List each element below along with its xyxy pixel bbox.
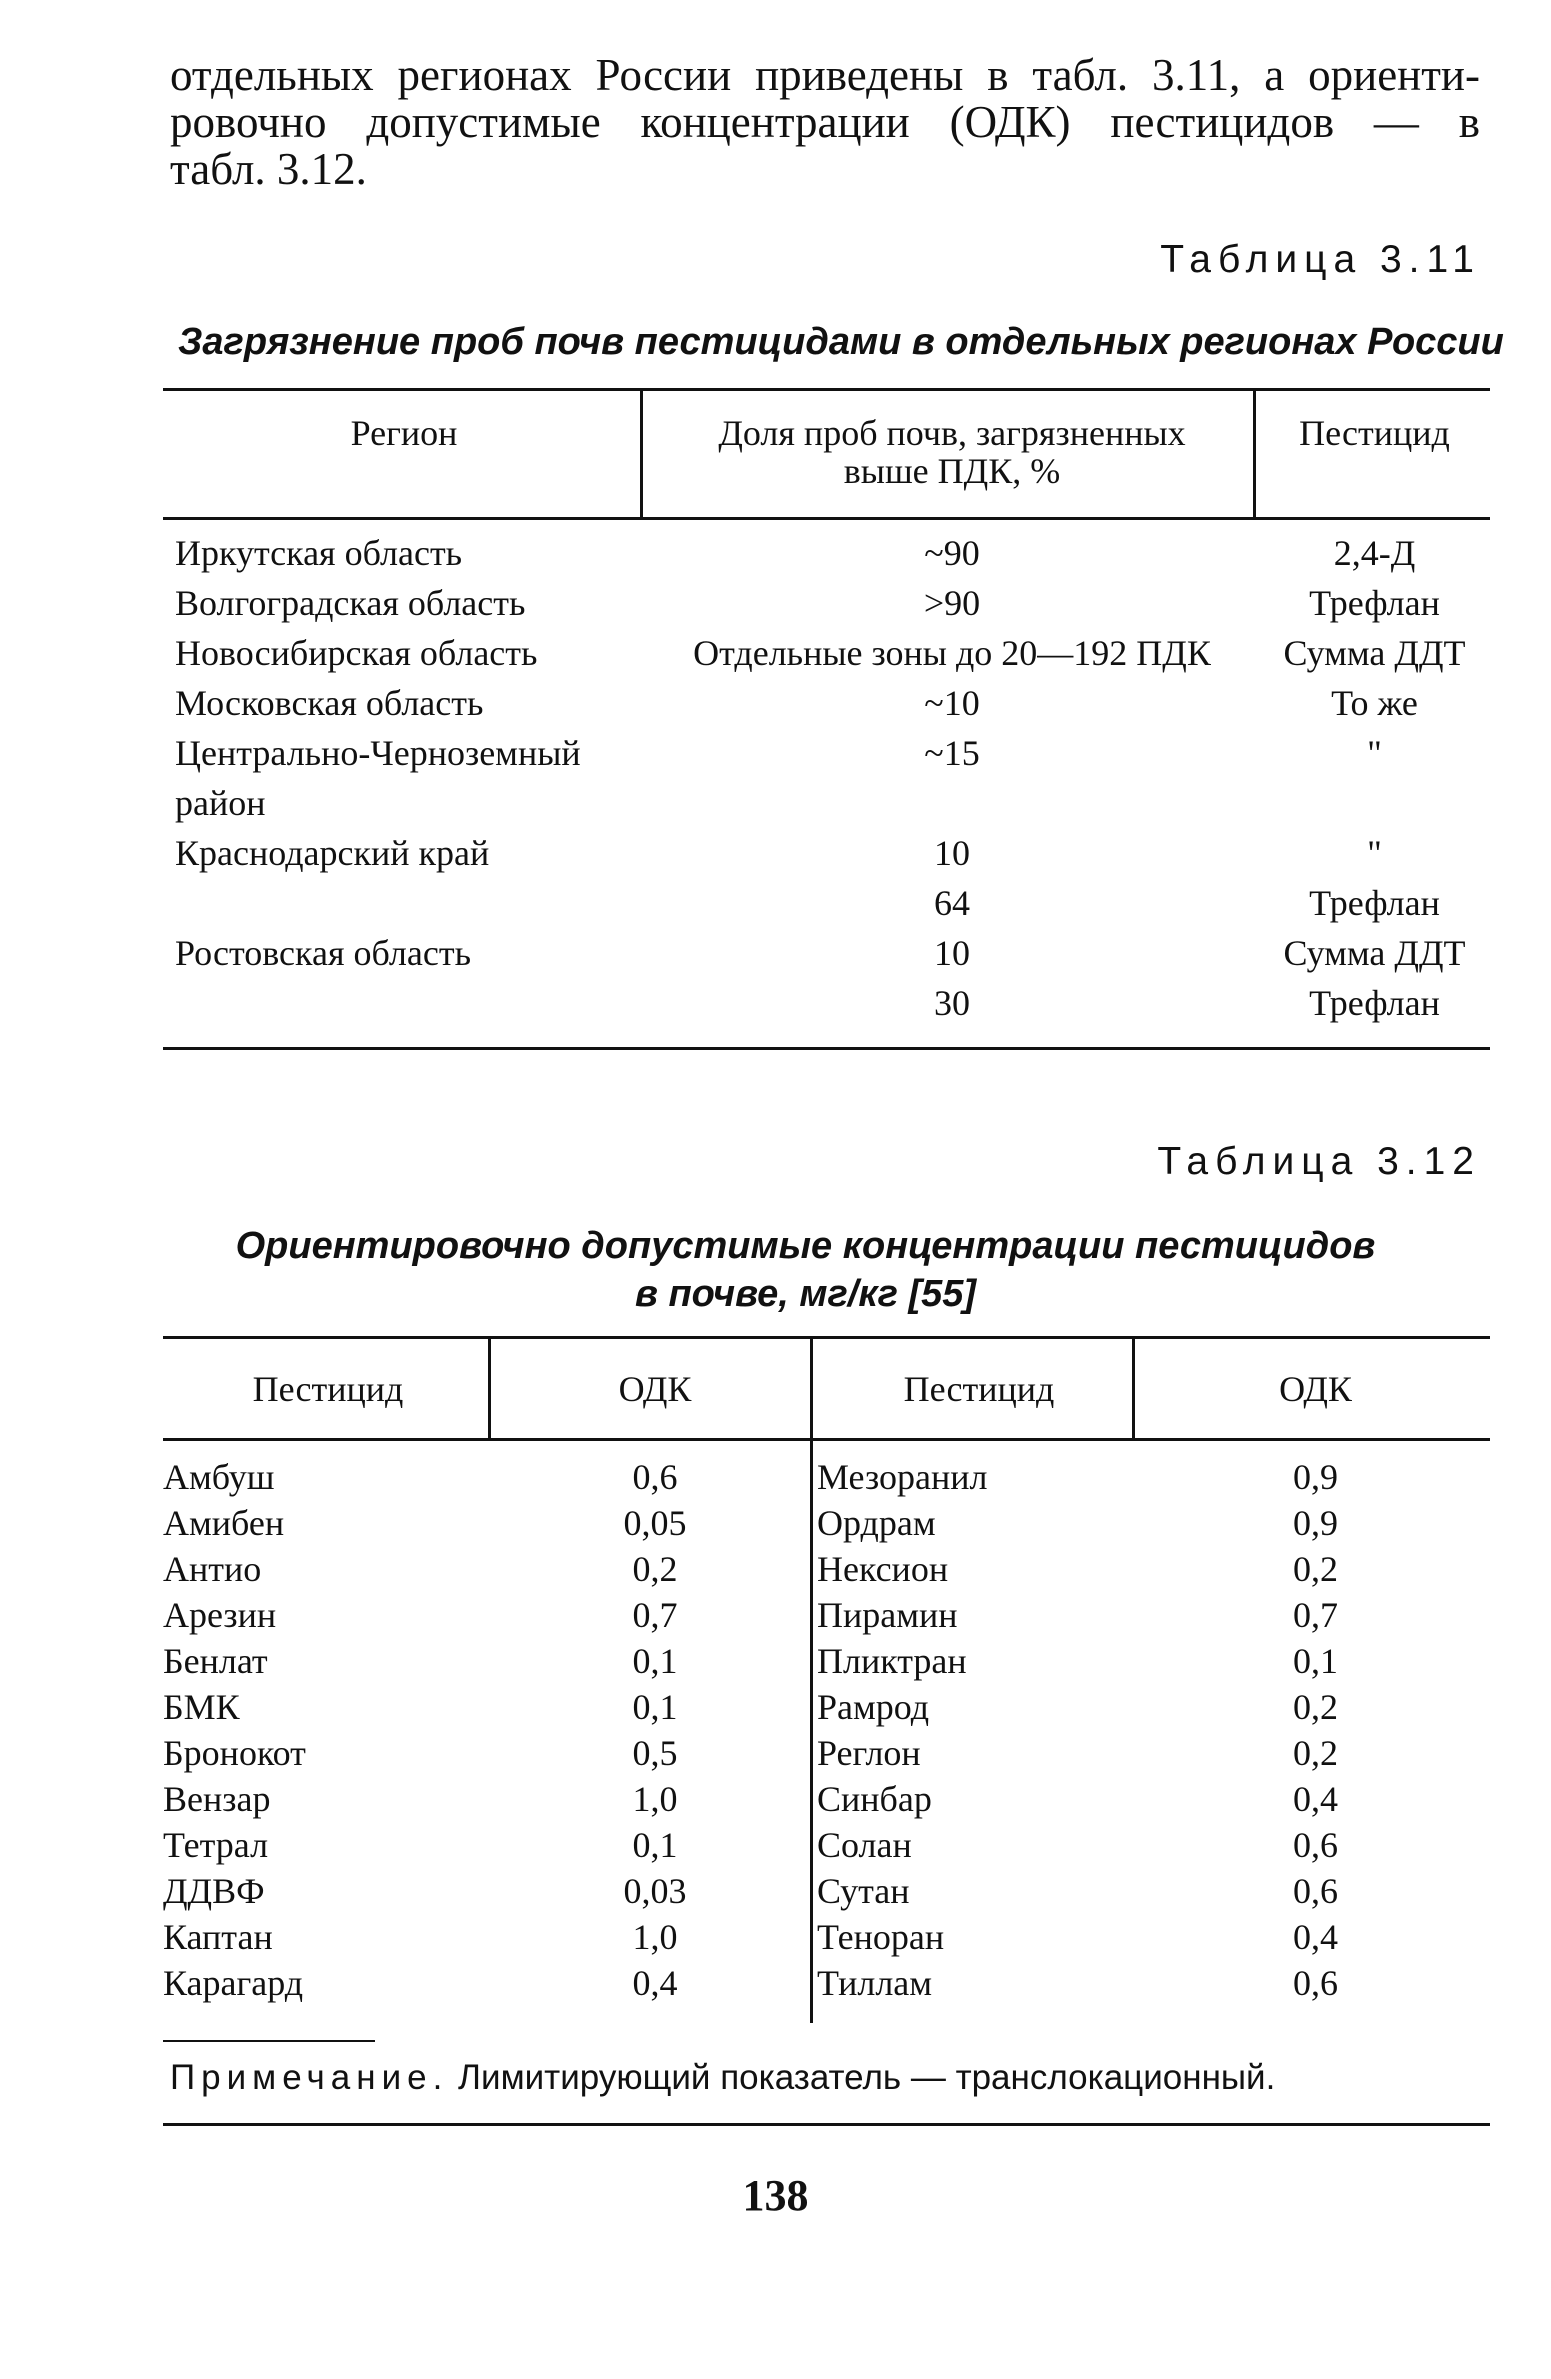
table-row xyxy=(163,778,1490,828)
intro-line: отдельных регионах России приведены в табл. 3.11, а ориенти- xyxy=(170,50,1480,100)
note-text: Лимитирующий показатель — транслокационный. xyxy=(458,2058,1276,2097)
cell: Иркутская область xyxy=(175,533,463,573)
table-row xyxy=(163,1730,1490,1776)
cell: ~90 xyxy=(924,533,980,573)
cell: Трефлан xyxy=(1309,983,1440,1023)
cell xyxy=(163,978,645,1028)
cell: Амибен xyxy=(163,1503,285,1543)
cell: Отдельные зоны до 20—192 ПДК xyxy=(693,633,1211,673)
intro-paragraph xyxy=(170,52,1480,193)
cell: 0,4 xyxy=(632,1963,678,2003)
table-bottom-rule xyxy=(163,1047,1490,1050)
table-row xyxy=(163,1638,1490,1684)
cell: 2,4-Д xyxy=(1333,533,1416,573)
cell: 0,6 xyxy=(1293,1871,1338,1911)
cell: 64 xyxy=(934,883,970,923)
table-row xyxy=(163,1868,1490,1914)
cell: Сутан xyxy=(817,1871,910,1911)
note-label: Примечание. xyxy=(170,2058,449,2097)
table-row xyxy=(163,628,1490,678)
cell: Антио xyxy=(163,1549,262,1589)
cell: Новосибирская область xyxy=(175,633,538,673)
cell: 0,05 xyxy=(623,1503,687,1543)
cell: 0,2 xyxy=(1293,1549,1338,1589)
cell: 0,4 xyxy=(1293,1779,1338,1819)
cell: 0,4 xyxy=(1293,1917,1338,1957)
table-3-11-caption: Таблица 3.11 xyxy=(1160,238,1481,281)
table-row xyxy=(163,1776,1490,1822)
page-number: 138 xyxy=(742,2171,809,2220)
cell xyxy=(1259,778,1490,828)
cell: Арезин xyxy=(163,1595,277,1635)
column-header: Регион xyxy=(350,413,458,453)
table-row xyxy=(163,1592,1490,1638)
intro-line: ровочно допустимые концентрации (ОДК) пестицидов — в xyxy=(170,97,1480,147)
cell xyxy=(645,778,1259,828)
cell: Ростовская область xyxy=(175,933,471,973)
cell: Солан xyxy=(817,1825,912,1865)
cell: Сумма ДДТ xyxy=(1283,933,1466,973)
cell: 0,1 xyxy=(632,1687,678,1727)
cell: 0,2 xyxy=(632,1549,678,1589)
cell: Трефлан xyxy=(1309,883,1440,923)
cell: ~10 xyxy=(924,683,980,723)
cell: Синбар xyxy=(817,1779,932,1819)
cell: Сумма ДДТ xyxy=(1283,633,1466,673)
cell: Пликтран xyxy=(817,1641,967,1681)
title-line: в почве, мг/кг [55] xyxy=(634,1273,977,1315)
cell: Рамрод xyxy=(817,1687,930,1727)
cell: Трефлан xyxy=(1309,583,1440,623)
table-row xyxy=(163,1822,1490,1868)
cell: Бронокот xyxy=(163,1733,306,1773)
cell: 0,7 xyxy=(1293,1595,1338,1635)
column-header: Пестицид xyxy=(252,1369,404,1409)
cell: То же xyxy=(1331,683,1418,723)
cell: Реглон xyxy=(817,1733,921,1773)
column-header: Пестицид xyxy=(903,1369,1055,1409)
cell: Московская область xyxy=(175,683,484,723)
cell xyxy=(163,878,645,928)
cell: 0,1 xyxy=(1293,1641,1338,1681)
table-row xyxy=(163,1500,1490,1546)
intro-line: табл. 3.12. xyxy=(170,144,367,194)
cell: Тиллам xyxy=(817,1963,933,2003)
cell: Пирамин xyxy=(817,1595,958,1635)
cell: >90 xyxy=(923,583,981,623)
table-3-12 xyxy=(163,1338,1490,2006)
table-3-11 xyxy=(163,390,1490,1028)
table-header-row xyxy=(163,1338,1490,1440)
cell: 1,0 xyxy=(632,1779,678,1819)
table-row xyxy=(163,828,1490,878)
column-header: Пестицид xyxy=(1299,413,1450,453)
cell: Карагард xyxy=(163,1963,304,2003)
table-row xyxy=(163,928,1490,978)
column-header: ОДК xyxy=(1279,1369,1352,1409)
cell: 0,1 xyxy=(632,1825,678,1865)
cell: Мезоранил xyxy=(817,1457,988,1497)
table-row xyxy=(163,578,1490,628)
table-3-12-caption: Таблица 3.12 xyxy=(1157,1140,1481,1183)
table-row xyxy=(163,1454,1490,1500)
cell: ДДВФ xyxy=(163,1871,265,1911)
table-row xyxy=(163,878,1490,928)
table-row xyxy=(163,978,1490,1028)
cell: " xyxy=(1367,833,1382,873)
cell: Краснодарский край xyxy=(175,833,490,873)
cell: Ордрам xyxy=(817,1503,936,1543)
cell: 1,0 xyxy=(632,1917,678,1957)
title-line: Ориентировочно допустимые концентрации пестицидов xyxy=(235,1225,1376,1267)
cell: Центрально-Черноземный xyxy=(175,733,581,773)
cell: 10 xyxy=(934,933,970,973)
cell: 0,2 xyxy=(1293,1687,1338,1727)
cell: Амбуш xyxy=(163,1457,275,1497)
cell: 0,7 xyxy=(632,1595,678,1635)
cell: 10 xyxy=(934,833,970,873)
table-row xyxy=(163,728,1490,778)
cell: ~15 xyxy=(924,733,980,773)
cell: 30 xyxy=(934,983,970,1023)
table-3-11-title: Загрязнение проб почв пестицидами в отдельных регионах России xyxy=(178,321,1504,363)
cell: 0,1 xyxy=(632,1641,678,1681)
table-header-row xyxy=(163,390,1490,518)
cell: Тетрал xyxy=(163,1825,269,1865)
column-header: ОДК xyxy=(618,1369,692,1409)
cell: Нексион xyxy=(817,1549,949,1589)
cell: район xyxy=(175,783,266,823)
cell: 0,9 xyxy=(1293,1503,1338,1543)
footer-rule xyxy=(163,2123,1490,2126)
table-row xyxy=(163,1914,1490,1960)
cell: Каптан xyxy=(163,1917,273,1957)
table-note xyxy=(170,2058,1275,2098)
cell: Волгоградская область xyxy=(175,583,526,623)
cell: 0,2 xyxy=(1293,1733,1338,1773)
table-3-12-title xyxy=(0,1222,1551,1318)
table-row xyxy=(163,1546,1490,1592)
cell: БМК xyxy=(163,1687,240,1727)
table-row xyxy=(163,528,1490,578)
cell: Теноран xyxy=(817,1917,945,1957)
cell: " xyxy=(1367,733,1382,773)
column-header: Доля проб почв, загрязненных выше ПДК, % xyxy=(718,413,1186,491)
table-row xyxy=(163,678,1490,728)
cell: 0,6 xyxy=(632,1457,678,1497)
cell: 0,6 xyxy=(1293,1963,1338,2003)
table-row xyxy=(163,1960,1490,2006)
cell: 0,9 xyxy=(1293,1457,1338,1497)
cell: Вензар xyxy=(163,1779,271,1819)
cell: 0,03 xyxy=(623,1871,687,1911)
note-separator xyxy=(163,2040,375,2042)
cell: 0,6 xyxy=(1293,1825,1338,1865)
cell: 0,5 xyxy=(632,1733,678,1773)
cell: Бенлат xyxy=(163,1641,268,1681)
table-row xyxy=(163,1684,1490,1730)
